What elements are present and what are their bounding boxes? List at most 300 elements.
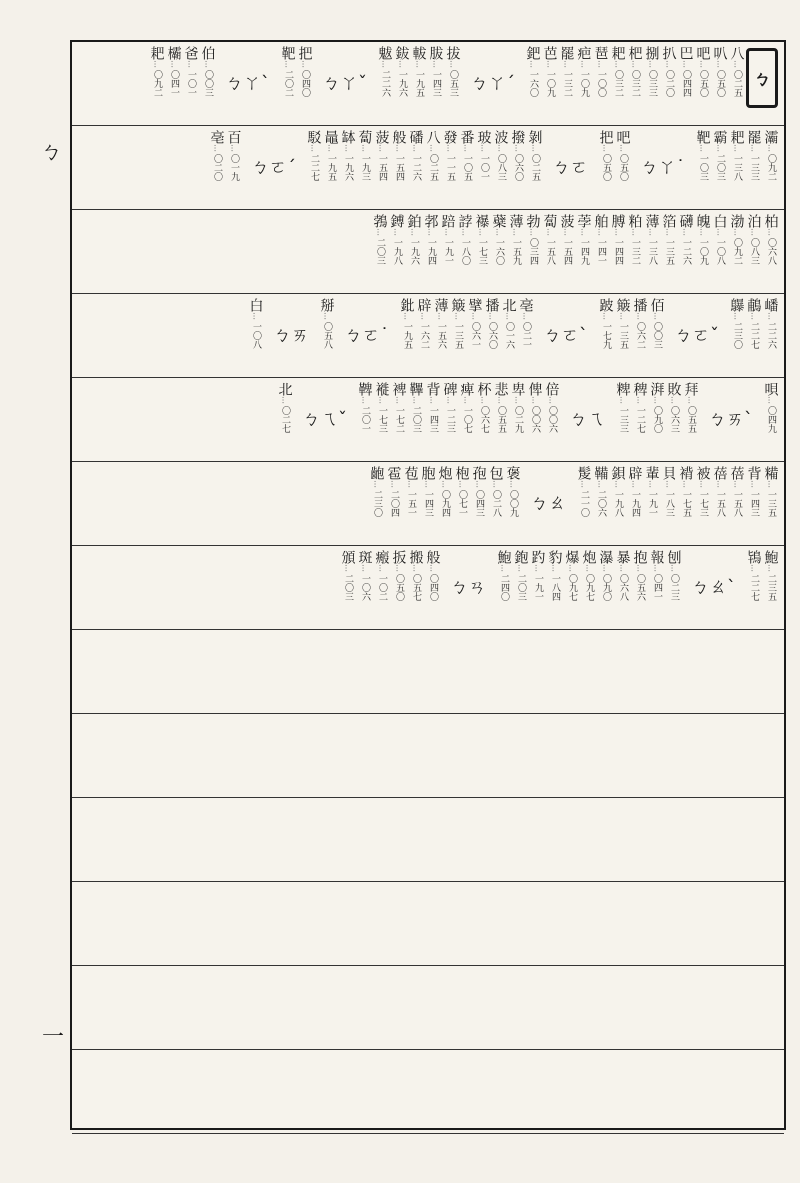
entry-page-ref: 〇三二 — [613, 70, 623, 97]
entry-page-ref: 〇二一 — [521, 322, 531, 349]
entry-page-ref: 二二七 — [309, 154, 319, 181]
leader-dots: … — [402, 312, 412, 319]
entry-character: 北 — [276, 382, 293, 396]
index-entry — [615, 130, 630, 205]
entry-character: 粕 — [626, 214, 643, 228]
leader-dots: … — [212, 144, 222, 151]
leader-dots: … — [380, 60, 390, 67]
entry-page-ref: 二三五 — [766, 574, 776, 601]
section-mark: ㄅ — [746, 48, 778, 108]
index-entry — [593, 214, 608, 289]
entry-character: 暴 — [614, 550, 631, 564]
leader-dots: … — [394, 564, 404, 571]
row-entries — [248, 298, 778, 373]
index-entry — [297, 46, 312, 121]
index-entry — [474, 214, 489, 289]
index-entry — [544, 382, 559, 457]
entry-character: 箔 — [660, 214, 677, 228]
leader-dots: … — [343, 564, 353, 571]
entry-page-ref: 一四三 — [749, 490, 759, 517]
entry-page-ref: 一〇五 — [462, 154, 472, 181]
leader-dots: … — [530, 396, 540, 403]
entry-page-ref: 一九六 — [409, 238, 419, 265]
index-row — [72, 546, 784, 630]
leader-dots: … — [681, 228, 691, 235]
entry-character: 剝 — [526, 130, 543, 144]
entry-character: 渤 — [728, 214, 745, 228]
leader-dots: … — [630, 480, 640, 487]
entry-page-ref: 一九八 — [613, 490, 623, 517]
leader-dots: … — [715, 228, 725, 235]
index-entry — [389, 214, 404, 289]
entry-character: 背 — [424, 382, 441, 396]
leader-dots: … — [596, 480, 606, 487]
index-entry — [391, 382, 406, 457]
entry-character: 鈚 — [398, 298, 415, 312]
syllable-heading — [708, 382, 753, 457]
entry-page-ref: 一二六 — [411, 154, 421, 181]
leader-dots: … — [562, 228, 572, 235]
entry-page-ref: 二〇三 — [411, 406, 421, 433]
index-table — [70, 40, 786, 1130]
leader-dots: … — [280, 396, 290, 403]
entry-page-ref: 二〇二 — [283, 70, 293, 97]
entry-page-ref: 一〇三 — [698, 154, 708, 181]
entry-page-ref: 一五八 — [732, 490, 742, 517]
entry-character: 斑 — [356, 550, 373, 564]
entry-page-ref: 一一五 — [445, 154, 455, 181]
index-entry — [763, 550, 778, 625]
entry-character: 趵 — [529, 550, 546, 564]
index-entry — [746, 550, 761, 625]
leader-dots: … — [749, 228, 759, 235]
leader-dots: … — [431, 60, 441, 67]
entry-page-ref: 一七三 — [477, 238, 487, 265]
entry-page-ref: 二二七 — [749, 574, 759, 601]
index-row-empty — [72, 882, 784, 966]
leader-dots: … — [496, 396, 506, 403]
entry-character: 亳 — [208, 130, 225, 144]
index-entry — [729, 130, 744, 205]
leader-dots: … — [428, 144, 438, 151]
leader-dots: … — [406, 480, 416, 487]
index-entry — [440, 214, 455, 289]
index-entry — [525, 214, 540, 289]
index-entry — [632, 382, 647, 457]
index-entry — [411, 46, 426, 121]
entry-character: 柏 — [762, 214, 779, 228]
index-entry — [394, 46, 409, 121]
index-entry — [559, 214, 574, 289]
entry-page-ref: 〇三四 — [528, 238, 538, 265]
entry-page-ref: 〇三二 — [630, 70, 640, 97]
entry-character: 杯 — [475, 382, 492, 396]
index-entry — [340, 550, 355, 625]
syllable-label: ㄅㄛˋ — [543, 324, 588, 346]
entry-character: 玻 — [475, 130, 492, 144]
index-entry — [442, 130, 457, 205]
leader-dots: … — [309, 144, 319, 151]
syllable-heading — [552, 130, 588, 205]
leader-dots: … — [732, 144, 742, 151]
entry-page-ref: 二三〇 — [732, 322, 742, 349]
index-entry — [491, 214, 506, 289]
leader-dots: … — [579, 60, 589, 67]
entry-page-ref: 二〇三 — [343, 574, 353, 601]
entry-page-ref: 一〇六 — [360, 574, 370, 601]
index-entry — [661, 466, 676, 541]
index-entry — [408, 130, 423, 205]
leader-dots: … — [545, 60, 555, 67]
index-entry — [408, 550, 423, 625]
entry-character: 褙 — [677, 466, 694, 480]
leader-dots: … — [428, 396, 438, 403]
leader-dots: … — [618, 144, 628, 151]
entry-character: 八 — [728, 46, 745, 60]
leader-dots: … — [635, 396, 645, 403]
index-entry — [695, 46, 710, 121]
entry-character: 吧 — [614, 130, 631, 144]
entry-page-ref: 〇二五 — [530, 154, 540, 181]
entry-page-ref: 一三五 — [664, 238, 674, 265]
leader-dots: … — [528, 228, 538, 235]
entry-character: 靶 — [694, 130, 711, 144]
entry-character: 扳 — [390, 550, 407, 564]
entry-character: 鵓 — [371, 214, 388, 228]
entry-character: 靶 — [279, 46, 296, 60]
entry-page-ref: 一九六 — [343, 154, 353, 181]
syllable-label: ㄅㄢ — [450, 576, 486, 598]
index-entry — [280, 46, 295, 121]
entry-character: 伯 — [199, 46, 216, 60]
entry-page-ref: 〇四〇 — [300, 70, 310, 97]
index-row — [72, 462, 784, 546]
leader-dots: … — [504, 312, 514, 319]
syllable-heading — [344, 298, 389, 373]
leader-dots: … — [715, 480, 725, 487]
index-entry — [527, 130, 542, 205]
entry-page-ref: 〇七一 — [457, 490, 467, 517]
leader-dots: … — [601, 312, 611, 319]
entry-character: 北 — [500, 298, 517, 312]
entry-page-ref: 二二六 — [766, 322, 776, 349]
entry-page-ref: 一三五 — [766, 490, 776, 517]
syllable-heading — [273, 298, 309, 373]
entry-page-ref: 一〇八 — [251, 322, 261, 349]
entry-character: 番 — [458, 130, 475, 144]
syllable-label: ㄅㄛ˙ — [344, 324, 389, 346]
entry-character: 卑 — [509, 382, 526, 396]
leader-dots: … — [445, 144, 455, 151]
entry-page-ref: 〇八三 — [749, 238, 759, 265]
entry-page-ref: 一五九 — [511, 238, 521, 265]
leader-dots: … — [470, 312, 480, 319]
entry-page-ref: 〇五八 — [322, 322, 332, 349]
leader-dots: … — [652, 312, 662, 319]
index-entry — [459, 382, 474, 457]
entry-character: 發 — [441, 130, 458, 144]
index-entry — [632, 550, 647, 625]
leader-dots: … — [462, 144, 472, 151]
entry-character: 抱 — [631, 550, 648, 564]
leader-dots: … — [579, 480, 589, 487]
index-entry — [712, 130, 727, 205]
index-entry — [357, 130, 372, 205]
leader-dots: … — [436, 312, 446, 319]
entry-page-ref: 一二三 — [445, 406, 455, 433]
index-entry — [200, 46, 215, 121]
index-row — [72, 42, 784, 126]
entry-page-ref: 〇〇三 — [203, 70, 213, 97]
index-entry — [763, 214, 778, 289]
syllable-heading — [251, 130, 296, 205]
entry-page-ref: 一三五 — [453, 322, 463, 349]
entry-character: 刨 — [665, 550, 682, 564]
leader-dots: … — [377, 144, 387, 151]
entry-page-ref: 〇九二 — [152, 70, 162, 97]
index-entry — [695, 130, 710, 205]
entry-page-ref: 一三二 — [562, 70, 572, 97]
index-entry — [501, 298, 516, 373]
index-entry — [374, 382, 389, 457]
index-entry — [576, 214, 591, 289]
syllable-heading — [470, 46, 515, 121]
syllable-heading — [530, 466, 566, 541]
index-entry — [323, 130, 338, 205]
index-entry — [763, 298, 778, 373]
row-entries — [369, 466, 778, 541]
leader-dots: … — [669, 564, 679, 571]
leader-dots: … — [491, 480, 501, 487]
leader-dots: … — [635, 564, 645, 571]
index-row — [72, 294, 784, 378]
entry-page-ref: 〇四一 — [169, 70, 179, 97]
entry-character: 鞴 — [592, 466, 609, 480]
index-entry — [518, 298, 533, 373]
syllable-label: ㄅㄛˊ — [251, 156, 296, 178]
entry-page-ref: 〇一九 — [229, 154, 239, 181]
entry-character: 鉋 — [512, 550, 529, 564]
entry-character: 俾 — [526, 382, 543, 396]
index-row — [72, 378, 784, 462]
entry-page-ref: 一四三 — [431, 70, 441, 97]
entry-page-ref: 〇五三 — [448, 70, 458, 97]
index-entry — [598, 298, 613, 373]
entry-page-ref: 一五四 — [562, 238, 572, 265]
index-entry — [593, 466, 608, 541]
index-entry — [450, 298, 465, 373]
leader-dots: … — [732, 312, 742, 319]
index-entry — [493, 382, 508, 457]
leader-dots: … — [584, 564, 594, 571]
index-entry — [183, 46, 198, 121]
index-entry — [615, 298, 630, 373]
leader-dots: … — [664, 228, 674, 235]
entry-page-ref: 一七二 — [394, 406, 404, 433]
index-entry — [593, 46, 608, 121]
index-entry — [513, 550, 528, 625]
entry-page-ref: 一二七 — [635, 406, 645, 433]
entry-character: 蔔 — [541, 214, 558, 228]
entry-page-ref: 〇八三 — [496, 154, 506, 181]
entry-page-ref: 一四四 — [613, 238, 623, 265]
index-entry — [467, 298, 482, 373]
entry-character: 百 — [225, 130, 242, 144]
syllable-label: ㄅㄞˋ — [708, 408, 753, 430]
entry-character: 泊 — [745, 214, 762, 228]
entry-page-ref: 一二六 — [681, 238, 691, 265]
entry-page-ref: 一〇九 — [698, 238, 708, 265]
index-entry — [248, 298, 263, 373]
index-entry — [695, 214, 710, 289]
entry-page-ref: 一七三 — [377, 406, 387, 433]
index-entry — [425, 130, 440, 205]
leader-dots: … — [428, 564, 438, 571]
entry-page-ref: 一五六 — [436, 322, 446, 349]
index-entry — [277, 382, 292, 457]
entry-character: 鉑 — [405, 214, 422, 228]
leader-dots: … — [766, 480, 776, 487]
entry-character: 礴 — [677, 214, 694, 228]
index-entry — [746, 214, 761, 289]
entry-character: 敗 — [665, 382, 682, 396]
index-entry — [374, 130, 389, 205]
index-entry — [525, 46, 540, 121]
index-entry — [433, 298, 448, 373]
entry-page-ref: 二〇一 — [360, 406, 370, 433]
entry-page-ref: 〇二五 — [732, 70, 742, 97]
syllable-heading — [450, 550, 486, 625]
index-entry — [406, 214, 421, 289]
index-entry — [505, 466, 520, 541]
entry-page-ref: 〇五〇 — [715, 70, 725, 97]
leader-dots: … — [647, 480, 657, 487]
entry-page-ref: 一三八 — [732, 154, 742, 181]
entry-character: 髲 — [575, 466, 592, 480]
leader-dots: … — [513, 396, 523, 403]
index-entry — [678, 466, 693, 541]
entry-character: 裨 — [390, 382, 407, 396]
leader-dots: … — [766, 396, 776, 403]
entry-character: 掰 — [318, 298, 335, 312]
index-entry — [644, 214, 659, 289]
entry-character: 郣 — [422, 214, 439, 228]
entry-character: 頒 — [339, 550, 356, 564]
leader-dots: … — [419, 312, 429, 319]
leader-dots: … — [326, 144, 336, 151]
index-entry — [746, 298, 761, 373]
leader-dots: … — [664, 480, 674, 487]
entry-page-ref: 〇五五 — [686, 406, 696, 433]
leader-dots: … — [511, 228, 521, 235]
leader-dots: … — [409, 228, 419, 235]
index-entry — [763, 382, 778, 457]
entry-character: 軷 — [410, 46, 427, 60]
row-entries — [209, 130, 778, 205]
entry-page-ref: 二〇四 — [389, 490, 399, 517]
index-entry — [712, 46, 727, 121]
leader-dots: … — [479, 144, 489, 151]
entry-character: 耙 — [609, 46, 626, 60]
entry-page-ref: 一三八 — [647, 238, 657, 265]
leader-dots: … — [516, 564, 526, 571]
index-entry — [729, 46, 744, 121]
entry-page-ref: 一三三 — [749, 154, 759, 181]
entry-character: 駁 — [305, 130, 322, 144]
syllable-label: ㄅㄞ — [273, 324, 309, 346]
syllable-label: ㄅㄚˋ — [225, 72, 270, 94]
entry-character: 炮 — [580, 550, 597, 564]
index-entry — [683, 382, 698, 457]
leader-dots: … — [579, 228, 589, 235]
entry-character: 把 — [296, 46, 313, 60]
index-entry — [340, 130, 355, 205]
entry-page-ref: 二〇三 — [375, 238, 385, 265]
entry-character: 報 — [648, 550, 665, 564]
leader-dots: … — [508, 480, 518, 487]
entry-page-ref: 二三〇 — [372, 490, 382, 517]
entry-page-ref: 一五八 — [545, 238, 555, 265]
entry-page-ref: 一〇七 — [462, 406, 472, 433]
index-entry — [209, 130, 224, 205]
entry-character: 襮 — [473, 214, 490, 228]
entry-character: 瘢 — [373, 550, 390, 564]
index-entry — [403, 466, 418, 541]
entry-character: 把 — [597, 130, 614, 144]
entry-character: 荸 — [575, 214, 592, 228]
index-entry — [666, 382, 681, 457]
entry-page-ref: 〇九二 — [766, 154, 776, 181]
entry-character: 播 — [631, 298, 648, 312]
entry-page-ref: 〇〇九 — [508, 490, 518, 517]
index-entry — [149, 46, 164, 121]
entry-page-ref: 一九一 — [647, 490, 657, 517]
entry-page-ref: 〇〇六 — [530, 406, 540, 433]
leader-dots: … — [749, 564, 759, 571]
leader-dots: … — [613, 480, 623, 487]
index-entry — [576, 46, 591, 121]
leader-dots: … — [630, 60, 640, 67]
index-entry — [627, 46, 642, 121]
entry-page-ref: 二〇六 — [596, 490, 606, 517]
entry-character: 白 — [247, 298, 264, 312]
entry-character: 貝 — [660, 466, 677, 480]
leader-dots: … — [618, 312, 628, 319]
entry-character: 雹 — [385, 466, 402, 480]
leader-dots: … — [203, 60, 213, 67]
entry-page-ref: 一三五 — [618, 322, 628, 349]
leader-dots: … — [426, 228, 436, 235]
leader-dots: … — [652, 564, 662, 571]
entry-character: 捌 — [643, 46, 660, 60]
row-entries — [372, 214, 778, 289]
index-entry — [442, 382, 457, 457]
entry-character: 舶 — [592, 214, 609, 228]
entry-character: 搬 — [407, 550, 424, 564]
leader-dots: … — [618, 564, 628, 571]
entry-page-ref: 〇五〇 — [698, 70, 708, 97]
leader-dots: … — [550, 564, 560, 571]
index-entry — [166, 46, 181, 121]
entry-character: 湃 — [648, 382, 665, 396]
entry-character: 波 — [492, 130, 509, 144]
entry-character: 叭 — [711, 46, 728, 60]
index-entry — [425, 550, 440, 625]
index-entry — [508, 214, 523, 289]
entry-character: 琶 — [592, 46, 609, 60]
index-entry — [445, 46, 460, 121]
entry-character: 般 — [424, 550, 441, 564]
